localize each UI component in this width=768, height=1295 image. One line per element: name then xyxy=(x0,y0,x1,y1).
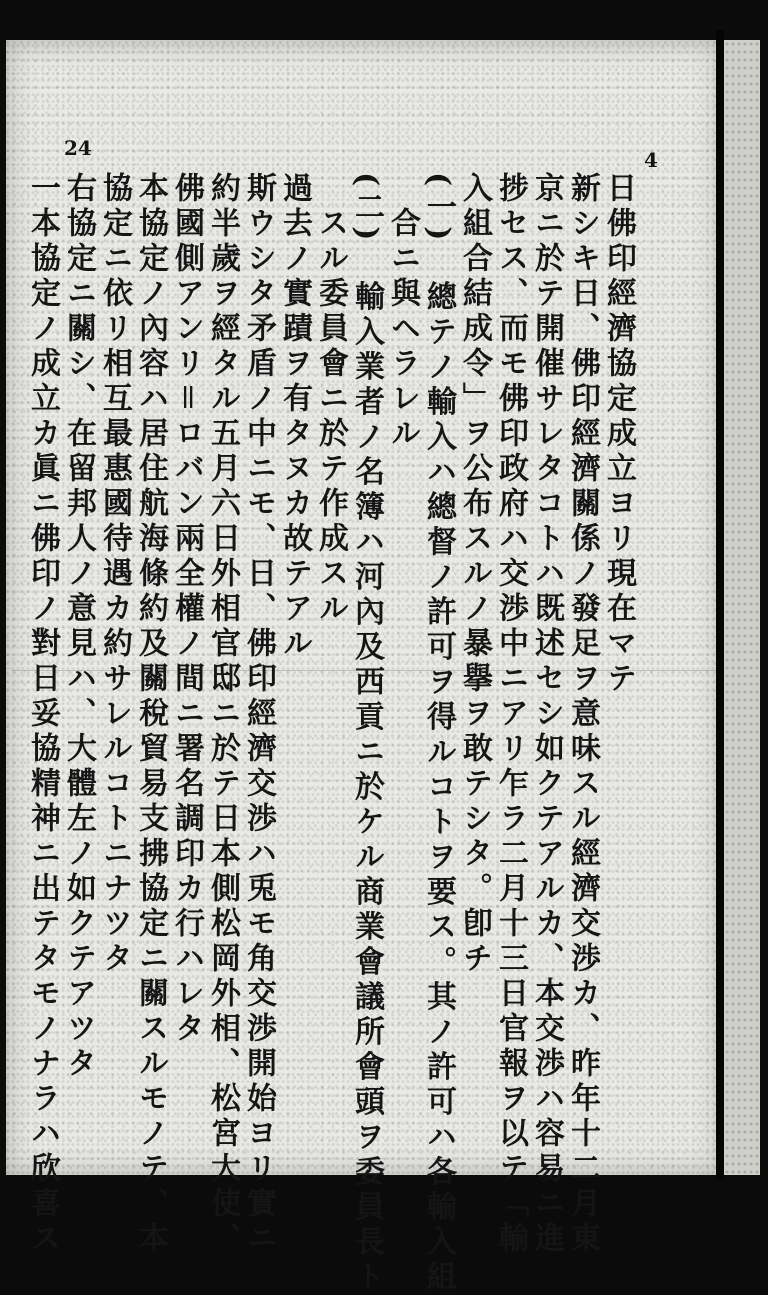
text-column: 捗セス、而モ佛印政府ハ交渉中ニアリ乍ラ二月十三日官報ヲ以テ「輸 xyxy=(493,172,528,1257)
text-column: 佛國側アンリ＝ロバン兩全權ノ間ニ署名調印カ行ハレタ xyxy=(169,172,204,1047)
text-column: 本協定ノ內容ハ居住航海條約及關稅貿易支拂協定ニ關スルモノテ、本 xyxy=(133,172,168,1257)
text-column: (一) 總テノ輸入ハ總督ノ許可ヲ得ルコトヲ要ス。其ノ許可ハ各輸入組 xyxy=(421,172,456,1295)
text-column: 協定ニ依リ相互最惠國待遇カ約サレルコトニナツタ xyxy=(97,172,132,977)
text-column: 新シキ日、佛印經濟關係ノ發足ヲ意味スル經濟交渉カ、昨年十二月東 xyxy=(565,172,600,1257)
text-column: 約半歲ヲ經タル五月六日外相官邸ニ於テ日本側松岡外相、松宮大使、 xyxy=(205,172,240,1257)
page-number-right: 4 xyxy=(644,148,658,172)
text-column: 一本協定ノ成立カ眞ニ佛印ノ對日妥協精神ニ出テタモノナラハ欣喜ス xyxy=(25,172,60,1257)
page-number-left: 24 xyxy=(64,136,92,160)
text-column: 右協定ニ關シ、在留邦人ノ意見ハ、大體左ノ如クテアツタ xyxy=(61,172,96,1082)
text-column: 過去ノ實蹟ヲ有タヌカ故テアル xyxy=(277,172,312,662)
text-column: 入組合結成令」ヲ公布スルノ暴擧ヲ敢テシタ。卽チ xyxy=(457,172,492,977)
text-column-title: 日佛印經濟協定成立ヨリ現在マテ xyxy=(601,172,636,697)
binding-fold xyxy=(716,30,724,1180)
text-column: (二) 輸入業者ノ名簿ハ河內及西貢ニ於ケル商業會議所會頭ヲ委員長ト xyxy=(349,172,384,1295)
text-column: 合ニ與ヘラレル xyxy=(385,172,420,452)
facing-page-edge xyxy=(724,40,760,1175)
text-column: スル委員會ニ於テ作成スル xyxy=(313,172,348,627)
vertical-text-body xyxy=(25,172,636,1295)
text-column: 京ニ於テ開催サレタコトハ既述セシ如クテアルカ、本交渉ハ容易ニ進 xyxy=(529,172,564,1257)
text-column: 斯ウシタ矛盾ノ中ニモ、日、佛印經濟交渉ハ兎モ角交渉開始ヨリ實ニ xyxy=(241,172,276,1257)
